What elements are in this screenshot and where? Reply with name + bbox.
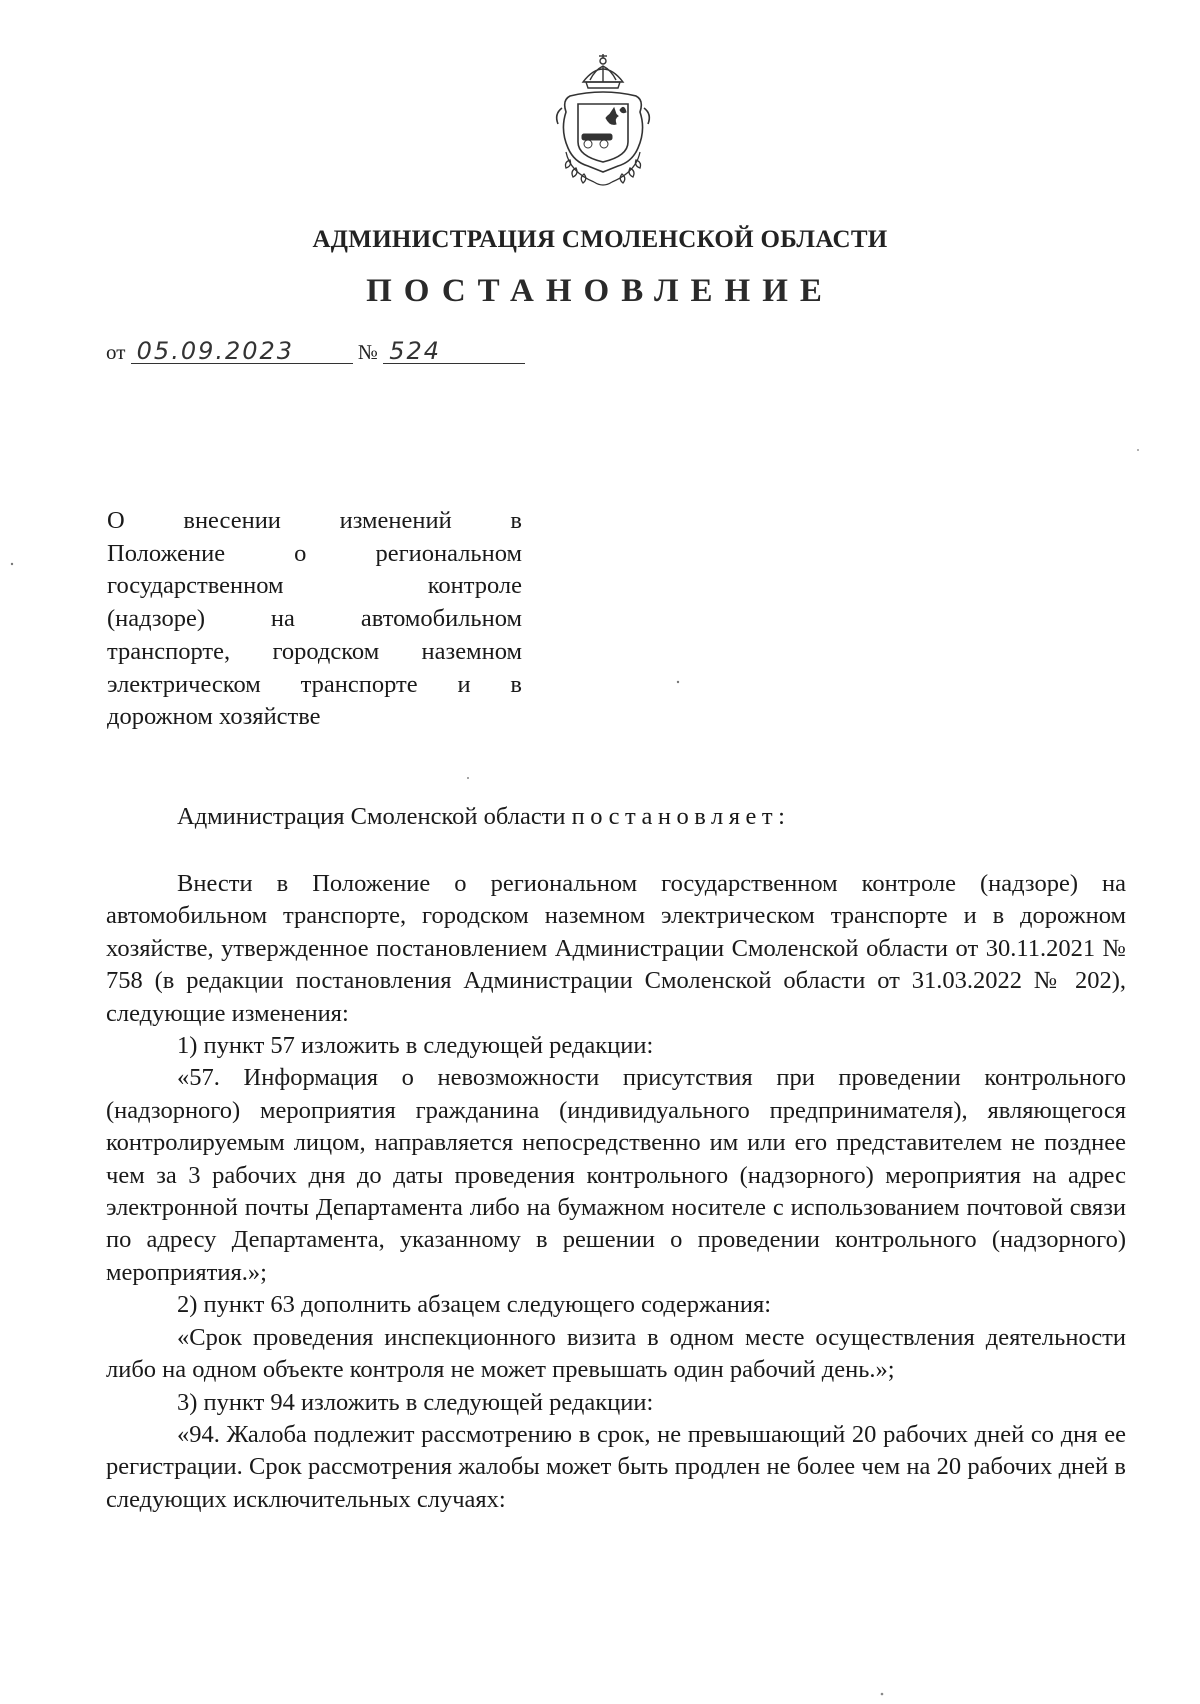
body-paragraph: 1) пункт 57 изложить в следующей редакции:: [177, 1032, 654, 1060]
coat-of-arms-icon: [548, 52, 658, 192]
subject-line: О внесении изменений в: [107, 507, 522, 534]
date-from-label: от: [106, 340, 126, 364]
handwritten-date: 05.09.2023: [131, 340, 353, 364]
document-subject: [107, 505, 522, 734]
body-paragraph: «Срок проведения инспекционного визита в одном месте осуществления деятельности либо на одном объекте контроля не может превышать один рабочий день.»;: [106, 1323, 1126, 1384]
body-paragraph: «57. Информация о невозможности присутствия при проведении контрольного (надзорного) мероприятия гражданина (индивидуального предпринимателя), являющегося контролируемым лицом, направляется непосредственно им или его представителем не позднее чем за 3 рабочих дня до даты проведения контрольного (надзорного) мероприятия на адрес электронной почты Департамента либо на бумажном носителе с использованием почтовой связи по адресу Департамента, указанному в решении о проведении контрольного (надзорного) мероприятия.»;: [106, 1064, 1126, 1286]
subject-line: дорожном хозяйстве: [107, 703, 321, 731]
number-sign-label: №: [357, 340, 378, 364]
document-body: [106, 868, 1126, 1516]
subject-line: государственном контроле: [107, 572, 522, 600]
body-paragraph: Внести в Положение о региональном государственном контроле (надзоре) на автомобильном транспорте, городском наземном электрическом транспорте и в дорожном хозяйстве, утвержденное постановлением Администрации Смоленской области от 30.11.2021 № 758 (в редакции постановления Администрации Смоленской области от 31.03.2022 № 202), следующие изменения:: [106, 870, 1126, 1027]
subject-line: электрическом транспорте и в: [107, 670, 522, 698]
subject-line: транспорте, городском наземном: [107, 637, 522, 665]
subject-line: Положение о региональном: [107, 539, 522, 567]
body-paragraph: 3) пункт 94 изложить в следующей редакции:: [177, 1388, 654, 1416]
document-type-title: ПОСТАНОВЛЕНИЕ: [366, 273, 834, 309]
decree-statement: [177, 803, 790, 831]
date-number-line: [106, 337, 525, 365]
subject-line: (надзоре) на автомобильном: [107, 605, 522, 633]
decree-lead: Администрация Смоленской области: [177, 803, 566, 830]
decree-verb: постановляет:: [571, 803, 791, 830]
body-paragraph: 2) пункт 63 дополнить абзацем следующего содержания:: [177, 1291, 772, 1319]
body-paragraph: «94. Жалоба подлежит рассмотрению в срок, не превышающий 20 рабочих дней со дня ее регистрации. Срок рассмотрения жалобы может быть продлен не более чем на 20 рабочих дней в следующих исключительных случаях:: [106, 1420, 1126, 1513]
administration-title: АДМИНИСТРАЦИЯ СМОЛЕНСКОЙ ОБЛАСТИ: [312, 226, 888, 253]
handwritten-number: 524: [383, 340, 525, 364]
